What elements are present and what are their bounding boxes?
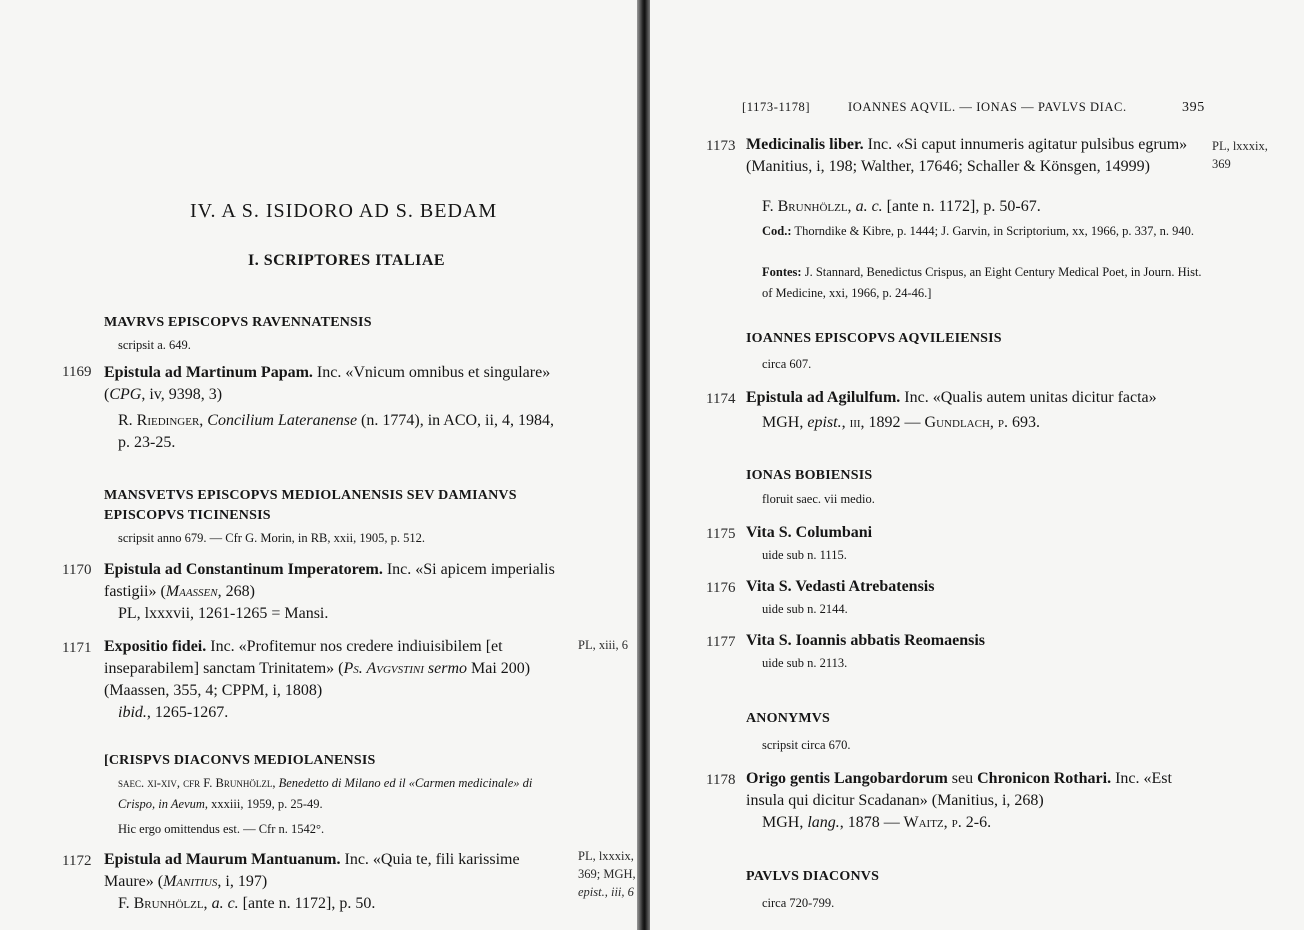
entry-1176-title: Vita S. Vedasti Atrebatensis	[746, 578, 935, 595]
entry-number: 1177	[706, 634, 736, 650]
entry-title: Medicinalis liber.	[746, 136, 864, 153]
entry-number: 1170	[62, 562, 92, 578]
right-page	[650, 0, 1304, 930]
entry-1172: Epistula ad Maurum Mantuanum. Inc. «Quia te, fili karissime Maure» (Manitius, i, 197)	[104, 851, 520, 890]
entry-1177-title: Vita S. Ioannis abbatis Reomaensis	[746, 632, 986, 649]
note-crispus: saec. xi-xiv, cfr F. Brunhölzl, Benedetto di Milano ed il «Carmen medicinale» di Crispo, in Aevum, xxxiii, 1959, p. 25-49.	[118, 776, 533, 811]
note-ionas: floruit saec. vii medio.	[762, 492, 875, 506]
entry-number: 1175	[706, 526, 736, 542]
note-1177: uide sub n. 2113.	[762, 656, 848, 670]
entry-number: 1172	[62, 853, 92, 869]
entry-number: 1173	[706, 138, 736, 154]
heading-maurus: MAVRVS EPISCOPVS RAVENNATENSIS	[104, 315, 372, 330]
heading-paulus: PAVLVS DIACONVS	[746, 869, 880, 884]
entry-1178: Origo gentis Langobardorum seu Chronicon Rothari. Inc. «Est insula qui dicitur Scadanan» (Manitius, i, 268)	[746, 770, 1172, 809]
entry-incipit: Inc. «Vnicum omnibus et singulare» (	[104, 364, 551, 403]
edition-1174: MGH, epist., iii, 1892 — Gundlach, p. 693.	[762, 414, 1040, 431]
running-head-range: [1173-1178]	[742, 100, 811, 114]
note-ioannes: circa 607.	[762, 357, 812, 371]
margin-ref-1173: PL, lxxxix, 369	[1212, 139, 1268, 171]
note-maurus: scripsit a. 649.	[118, 338, 191, 352]
entry-number: 1176	[706, 580, 736, 596]
entry-number: 1171	[62, 640, 92, 656]
heading-crispus: [CRISPVS DIACONVS MEDIOLANENSIS	[104, 753, 376, 768]
left-page	[0, 0, 637, 930]
bleed-through	[120, 95, 124, 112]
entry-ref: CPG	[109, 386, 142, 403]
edition-1171: ibid., 1265-1267.	[118, 704, 229, 721]
edition-1172: F. Brunhölzl, a. c. [ante n. 1172], p. 50.	[118, 895, 376, 912]
note-1176: uide sub n. 2144.	[762, 602, 848, 616]
heading-mansuetus: MANSVETVS EPISCOPVS MEDIOLANENSIS SEV DAMIANVS EPISCOPVS TICINENSIS	[104, 488, 517, 523]
note-mansuetus: scripsit anno 679. — Cfr G. Morin, in RB, xxii, 1905, p. 512.	[118, 531, 425, 545]
edition-1170: PL, lxxxvii, 1261-1265 = Mansi.	[118, 605, 329, 622]
running-head-title: IOANNES AQVIL. — IONAS — PAVLVS DIAC.	[848, 100, 1127, 114]
entry-1175-title: Vita S. Columbani	[746, 524, 873, 541]
entry-number: 1169	[62, 364, 92, 380]
edition-1173: F. Brunhölzl, a. c. [ante n. 1172], p. 50-67.	[762, 198, 1041, 215]
subsection-title: I. SCRIPTORES ITALIAE	[248, 252, 446, 269]
book-gutter	[637, 0, 650, 930]
heading-anonymus: ANONYMVS	[746, 711, 831, 726]
note-anonymus: scripsit circa 670.	[762, 738, 851, 752]
entry-1173: Medicinalis liber. Inc. «Si caput innumeris agitatur pulsibus egrum» (Manitius, i, 198; Walther, 17646; Schaller & Könsgen, 14999)	[746, 136, 1188, 175]
entry-1169	[104, 362, 564, 406]
margin-ref-1172: PL, lxxxix, 369; MGH, epist., iii, 6	[578, 849, 636, 899]
entry-title: Epistula ad Agilulfum.	[746, 389, 901, 406]
entry-title: Expositio fidei.	[104, 638, 207, 655]
fontes-1173: Fontes: J. Stannard, Benedictus Crispus, an Eight Century Medical Poet, in Journ. Hist. of Medicine, xxi, 1966, p. 24-46.]	[762, 265, 1202, 300]
note-1175: uide sub n. 1115.	[762, 548, 847, 562]
entry-1171: Expositio fidei. Inc. «Profitemur nos credere indiuisibilem [et inseparabilem] sanctam Trinitatem» (Ps. Avgvstini sermo Mai 200) (Maassen, 355, 4; CPPM, i, 1808)	[104, 638, 531, 699]
page-number: 395	[1182, 100, 1205, 115]
margin-ref-1171: PL, xiii, 6	[578, 638, 629, 652]
heading-ioannes: IOANNES EPISCOPVS AQVILEIENSIS	[746, 331, 1002, 346]
note-crispus-2: Hic ergo omittendus est. — Cfr n. 1542°.	[118, 822, 325, 836]
edition-1178: MGH, lang., 1878 — Waitz, p. 2-6.	[762, 814, 992, 831]
entry-1170: Epistula ad Constantinum Imperatorem. Inc. «Si apicem imperialis fastigii» (Maassen, 268)	[104, 561, 555, 600]
entry-number: 1174	[706, 391, 736, 407]
edition-1169: R. Riedinger, Concilium Lateranense (n. 1774), in ACO, ii, 4, 1984, p. 23-25.	[118, 412, 554, 451]
entry-title: Epistula ad Martinum Papam.	[104, 364, 313, 381]
section-title: IV. A S. ISIDORO AD S. BEDAM	[190, 200, 498, 222]
entry-title: Epistula ad Constantinum Imperatorem.	[104, 561, 383, 578]
note-paulus: circa 720-799.	[762, 896, 835, 910]
entry-ref-tail: , iv, 9398, 3)	[141, 386, 223, 403]
heading-ionas: IONAS BOBIENSIS	[746, 468, 873, 483]
entry-1174: Epistula ad Agilulfum. Inc. «Qualis autem unitas dicitur facta»	[746, 389, 1157, 406]
entry-number: 1178	[706, 772, 736, 788]
entry-title: Epistula ad Maurum Mantuanum.	[104, 851, 341, 868]
codices-1173: Cod.: Thorndike & Kibre, p. 1444; J. Garvin, in Scriptorium, xx, 1966, p. 337, n. 940.	[762, 224, 1195, 238]
